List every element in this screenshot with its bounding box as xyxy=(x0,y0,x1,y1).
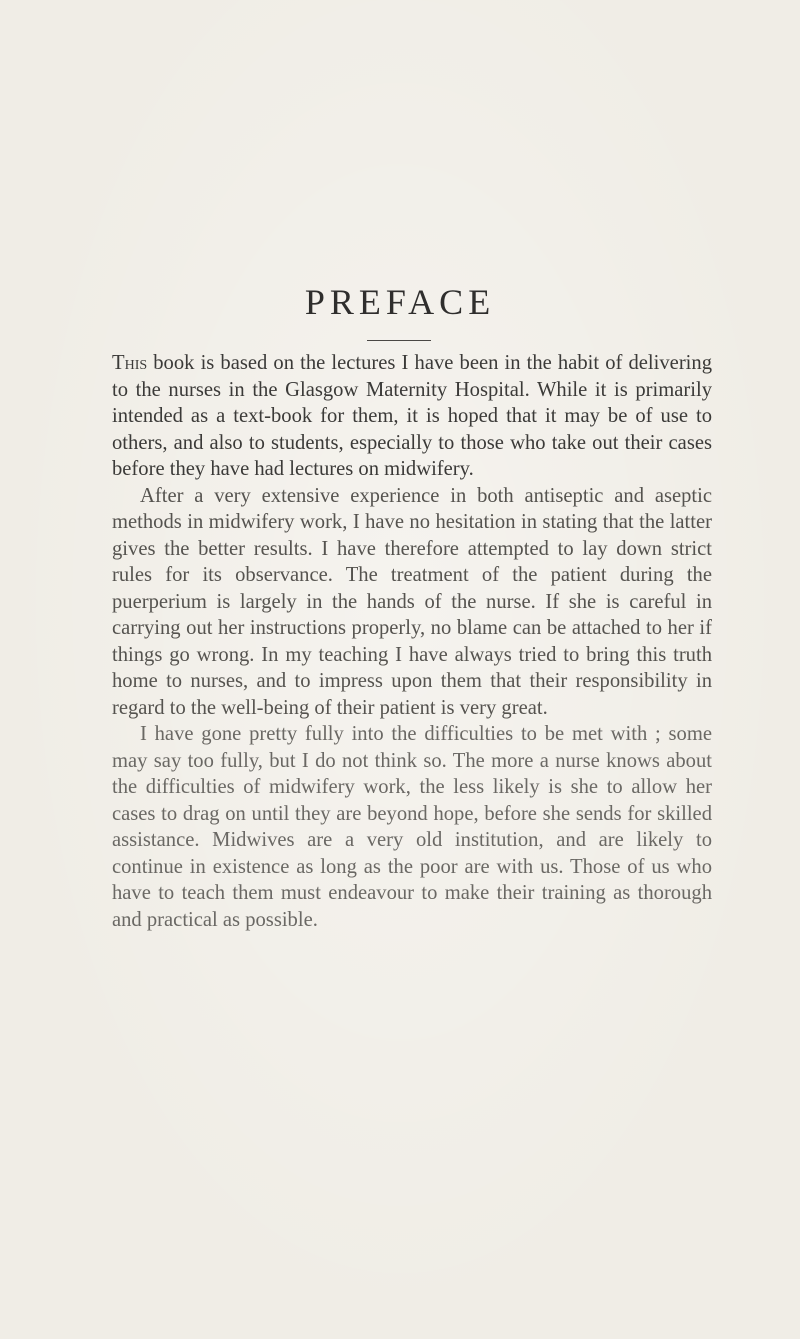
paragraph-1 xyxy=(112,350,712,483)
paragraph-1-text: book is based on the lectures I have been in the habit of delivering to the nurses in the Glasgow Maternity Hospital. While it is primarily intended as a text-book for them, it is hoped that it may be of use to others, and also to students, especially to those who take out their cases before they have had lectures on midwifery. xyxy=(112,352,712,480)
preface-body xyxy=(112,350,712,933)
paragraph-3: I have gone pretty fully into the difficulties to be met with ; some may say too fully, but I do not think so. The more a nurse knows about the difficulties of midwifery work, the less likely is she to allow her cases to drag on until they are beyond hope, before she sends for skilled assistance. Midwives are a very old institution, and are likely to continue in existence as long as the poor are with us. Those of us who have to teach them must endeavour to make their training as thorough and practical as possible. xyxy=(112,723,712,931)
title-rule xyxy=(367,340,431,341)
paragraph-2: After a very extensive experience in both antiseptic and aseptic methods in midwifery work, I have no hesitation in stating that the latter gives the better results. I have therefore attempted to lay down strict rules for its observance. The treatment of the patient during the puerperium is largely in the hands of the nurse. If she is careful in carrying out her instructions properly, no blame can be attached to her if things go wrong. In my teaching I have always tried to bring this truth home to nurses, and to impress upon them that their responsibility in regard to the well-being of their patient is very great. xyxy=(112,484,712,719)
paragraph-1-lead: This xyxy=(112,352,148,374)
page-title: PREFACE xyxy=(304,282,496,322)
